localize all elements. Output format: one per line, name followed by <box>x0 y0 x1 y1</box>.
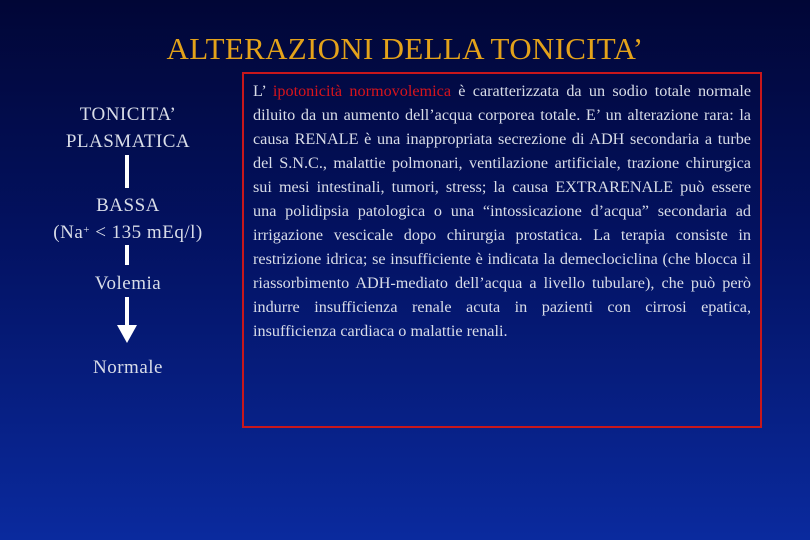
flow-step-bassa-line1: BASSA <box>96 195 160 216</box>
slide-title: ALTERAZIONI DELLA TONICITA’ <box>166 31 644 66</box>
flow-step-bassa <box>30 192 226 246</box>
flow-connector-1 <box>125 155 129 188</box>
description-box <box>242 72 762 428</box>
description-highlight: ipotonicità normovolemica <box>272 82 452 100</box>
flow-connector-2 <box>125 245 129 265</box>
flow-step-tonicita-line1: TONICITA’ <box>79 104 177 125</box>
flow-step-tonicita-line2: PLASMATICA <box>65 131 191 152</box>
sodium-prefix: (Na <box>53 222 84 243</box>
flow-step-tonicita <box>30 101 226 155</box>
flow-step-normale: Normale <box>93 357 163 378</box>
sodium-charge: + <box>83 224 90 236</box>
description-text: è caratterizzata da un sodio totale normale diluito da un aumento dell’acqua corporea totale. E’ un alterazione rara: la causa RENALE è una inappropriata secrezione di ADH secondaria a turbe del S.N.C., malattie polmonari, ventilazione artificiale, trazione chirurgica sui mesi intestinali, tumori, stress; la causa EXTRARENALE può essere una polidipsia patologica o una “intossicazione d’acqua” secondaria ad irrigazione vescicale dopo chirurgia prostatica. La terapia consiste in restrizione idrica; se insufficiente è indicata la demeclociclina (che blocca il riassorbimento ADH-mediato dell’acqua a livello tubulare), che può però indurre insufficienza renale acuta in pazienti con cirrosi epatica, insufficienza cardiaca o malattie renali. <box>253 82 752 340</box>
description-intro: L’ <box>253 82 273 100</box>
sodium-threshold: < 135 mEq/l) <box>89 222 203 243</box>
flow-step-volemia: Volemia <box>94 273 162 294</box>
down-arrow-icon <box>113 297 141 343</box>
flow-step-bassa-line2 <box>30 219 226 246</box>
